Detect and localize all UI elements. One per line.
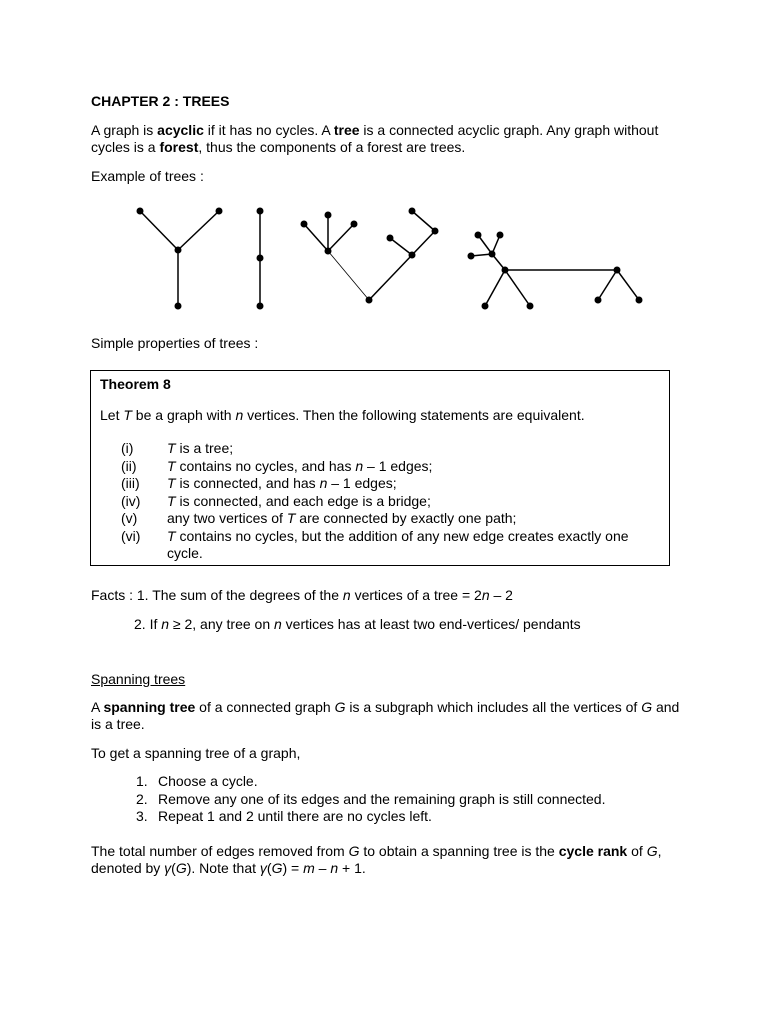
term-spanning-tree: spanning tree [103, 699, 196, 715]
spanning-tree-steps [136, 773, 606, 826]
examples-label: Example of trees : [91, 168, 204, 184]
cycle-rank-paragraph: The total number of edges removed from G to obtain a spanning tree is the cycle rank of G, denoted by γ(G). Note that γ(G) = m – n + 1. [91, 843, 662, 876]
theorem-statement-list [121, 440, 641, 563]
step-item: 3. Repeat 1 and 2 until there are no cycles left. [136, 808, 432, 824]
chapter-title: CHAPTER 2 : TREES [91, 93, 230, 109]
fact-end-vertices: 2. If n ≥ 2, any tree on n vertices has at least two end-vertices/ pendants [134, 616, 581, 632]
term-acyclic: acyclic [157, 122, 204, 138]
intro-paragraph: A graph is acyclic if it has no cycles. A tree is a connected acyclic graph. Any graph without cycles is a forest, thus the components of a forest are trees. [91, 122, 659, 155]
tree-examples-figure [120, 195, 660, 320]
theorem-statement: Let T be a graph with n vertices. Then the following statements are equivalent. [100, 407, 585, 423]
tree-example-2 [257, 208, 264, 310]
tree-example-4 [468, 232, 643, 310]
theorem-title: Theorem 8 [100, 376, 171, 392]
tree-example-3 [301, 208, 439, 304]
spanning-tree-definition: A spanning tree of a connected graph G is a subgraph which includes all the vertices of G and is a tree. [91, 699, 680, 732]
spanning-trees-heading: Spanning trees [91, 671, 186, 687]
term-tree: tree [333, 122, 360, 138]
term-cycle-rank: cycle rank [558, 843, 628, 859]
theorem-item: (i) T is a tree; [121, 440, 234, 456]
tree-example-1 [137, 208, 223, 310]
properties-label: Simple properties of trees : [91, 335, 259, 351]
theorem-item: (vi) T contains no cycles, but the addition of any new edge creates exactly one cycle. [121, 527, 629, 561]
term-forest: forest [159, 139, 199, 155]
theorem-item: (ii) T contains no cycles, and has n – 1 edges; [121, 457, 433, 474]
theorem-box [90, 370, 670, 566]
theorem-item: (iii) T is connected, and has n – 1 edges; [121, 475, 397, 491]
theorem-item: (v) any two vertices of T are connected by exactly one path; [121, 510, 517, 526]
fact-degree-sum: Facts : 1. The sum of the degrees of the n vertices of a tree = 2n – 2 [91, 587, 513, 603]
theorem-item: (iv) T is connected, and each edge is a bridge; [121, 492, 431, 509]
steps-intro: To get a spanning tree of a graph, [91, 745, 301, 761]
step-item: 2. Remove any one of its edges and the remaining graph is still connected. [136, 790, 606, 807]
step-item: 1. Choose a cycle. [136, 773, 258, 789]
